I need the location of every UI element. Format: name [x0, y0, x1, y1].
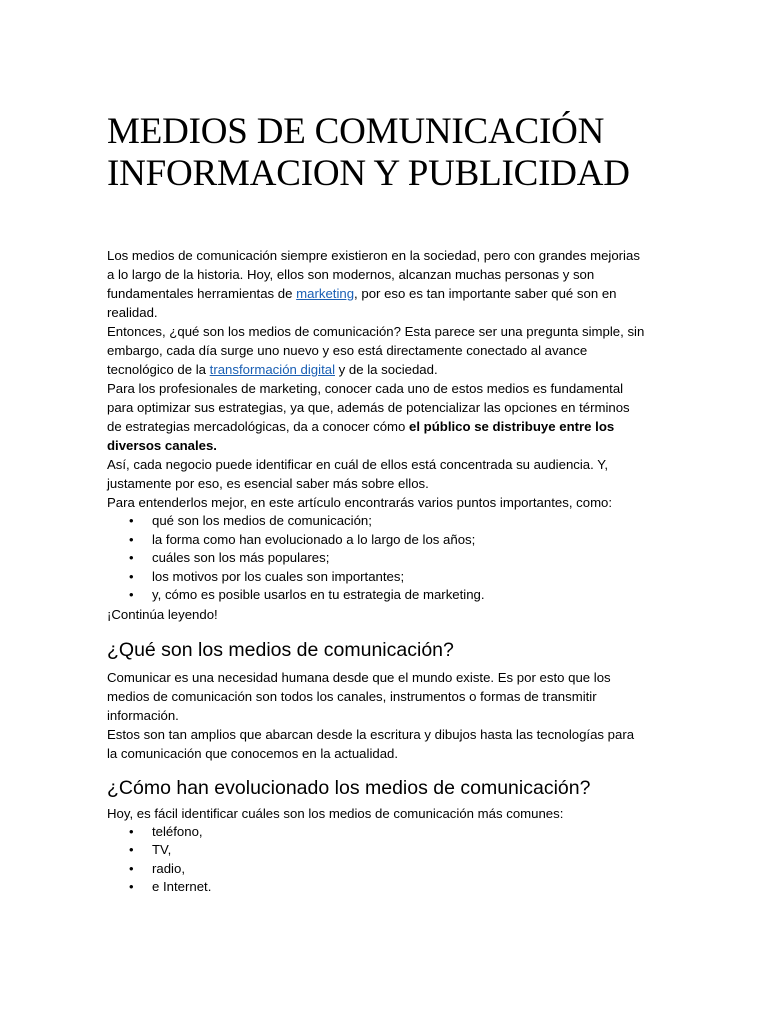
- paragraph-line: justamente por eso, es esencial saber más sobre ellos.: [107, 476, 429, 491]
- continue-paragraph: [107, 605, 708, 624]
- paragraph-line: a lo largo de la historia. Hoy, ellos son modernos, alcanzan muchas personas y son: [107, 267, 595, 282]
- paragraph-line: Entonces, ¿qué son los medios de comunicación? Esta parece ser una pregunta simple, sin: [107, 324, 645, 339]
- marketing-link[interactable]: marketing: [296, 286, 355, 301]
- continue-text: ¡Continúa leyendo!: [107, 606, 218, 622]
- topics-list: [107, 512, 708, 605]
- transformacion-digital-link[interactable]: transformación digital: [209, 362, 335, 377]
- section-evolucion-body: [107, 804, 708, 823]
- list-item: • y, cómo es posible usarlos en tu estrategia de marketing.: [107, 586, 708, 605]
- list-item: • la forma como han evolucionado a lo largo de los años;: [107, 531, 708, 550]
- paragraph-line: [107, 436, 708, 455]
- list-item: • TV,: [107, 841, 708, 860]
- list-item: • teléfono,: [107, 823, 708, 842]
- section-heading-que-son: ¿Qué son los medios de comunicación?: [107, 638, 454, 661]
- paragraph-line: para optimizar sus estrategias, ya que, además de potencializar las opciones en términos: [107, 400, 630, 415]
- document-title: [107, 111, 708, 195]
- section-que-son-body: [107, 668, 708, 763]
- text-fragment: de estrategias mercadológicas, da a conocer cómo: [107, 419, 410, 434]
- paragraph-line: Para los profesionales de marketing, conocer cada uno de estos medios es fundamental: [107, 381, 624, 396]
- paragraph-line: Hoy, es fácil identificar cuáles son los medios de comunicación más comunes:: [107, 805, 564, 821]
- paragraph-line: Los medios de comunicación siempre existieron en la sociedad, pero con grandes mejorias: [107, 248, 640, 263]
- paragraph-line: [107, 360, 708, 379]
- section-heading-evolucion: ¿Cómo han evolucionado los medios de comunicación?: [107, 776, 591, 799]
- title-line-2: INFORMACION Y PUBLICIDAD: [107, 153, 630, 194]
- paragraph-line: realidad.: [107, 305, 158, 320]
- text-fragment: fundamentales herramientas de: [107, 286, 297, 301]
- paragraph-line: la comunicación que conocemos en la actualidad.: [107, 745, 399, 761]
- intro-section: [107, 246, 708, 512]
- paragraph-line: embargo, cada día surge uno nuevo y eso está directamente conectado al avance: [107, 343, 588, 358]
- text-fragment: y de la sociedad.: [335, 362, 438, 377]
- paragraph-line: Así, cada negocio puede identificar en cuál de ellos está concentrada su audiencia. Y,: [107, 457, 608, 472]
- list-item: • qué son los medios de comunicación;: [107, 512, 708, 531]
- text-fragment: , por eso es tan importante saber qué son en: [354, 286, 617, 301]
- paragraph-line: [107, 417, 708, 436]
- paragraph-line: Para entenderlos mejor, en este artículo encontrarás varios puntos importantes, como:: [107, 495, 613, 510]
- list-item: • los motivos por los cuales son importantes;: [107, 568, 708, 587]
- bold-text: el público se distribuye entre los: [409, 419, 615, 434]
- paragraph-line: [107, 284, 708, 303]
- list-item: • radio,: [107, 860, 708, 879]
- paragraph-line: información.: [107, 707, 179, 723]
- list-item: • e Internet.: [107, 878, 708, 897]
- title-line-1: MEDIOS DE COMUNICACIÓN: [107, 111, 605, 152]
- paragraph-line: Estos son tan amplios que abarcan desde la escritura y dibujos hasta las tecnologías para: [107, 726, 635, 742]
- list-item: • cuáles son los más populares;: [107, 549, 708, 568]
- bold-text: diversos canales.: [107, 438, 217, 453]
- paragraph-line: medios de comunicación son todos los canales, instrumentos o formas de transmitir: [107, 688, 597, 704]
- media-list: [107, 823, 708, 897]
- text-fragment: tecnológico de la: [107, 362, 210, 377]
- paragraph-line: Comunicar es una necesidad humana desde que el mundo existe. Es por esto que los: [107, 669, 611, 685]
